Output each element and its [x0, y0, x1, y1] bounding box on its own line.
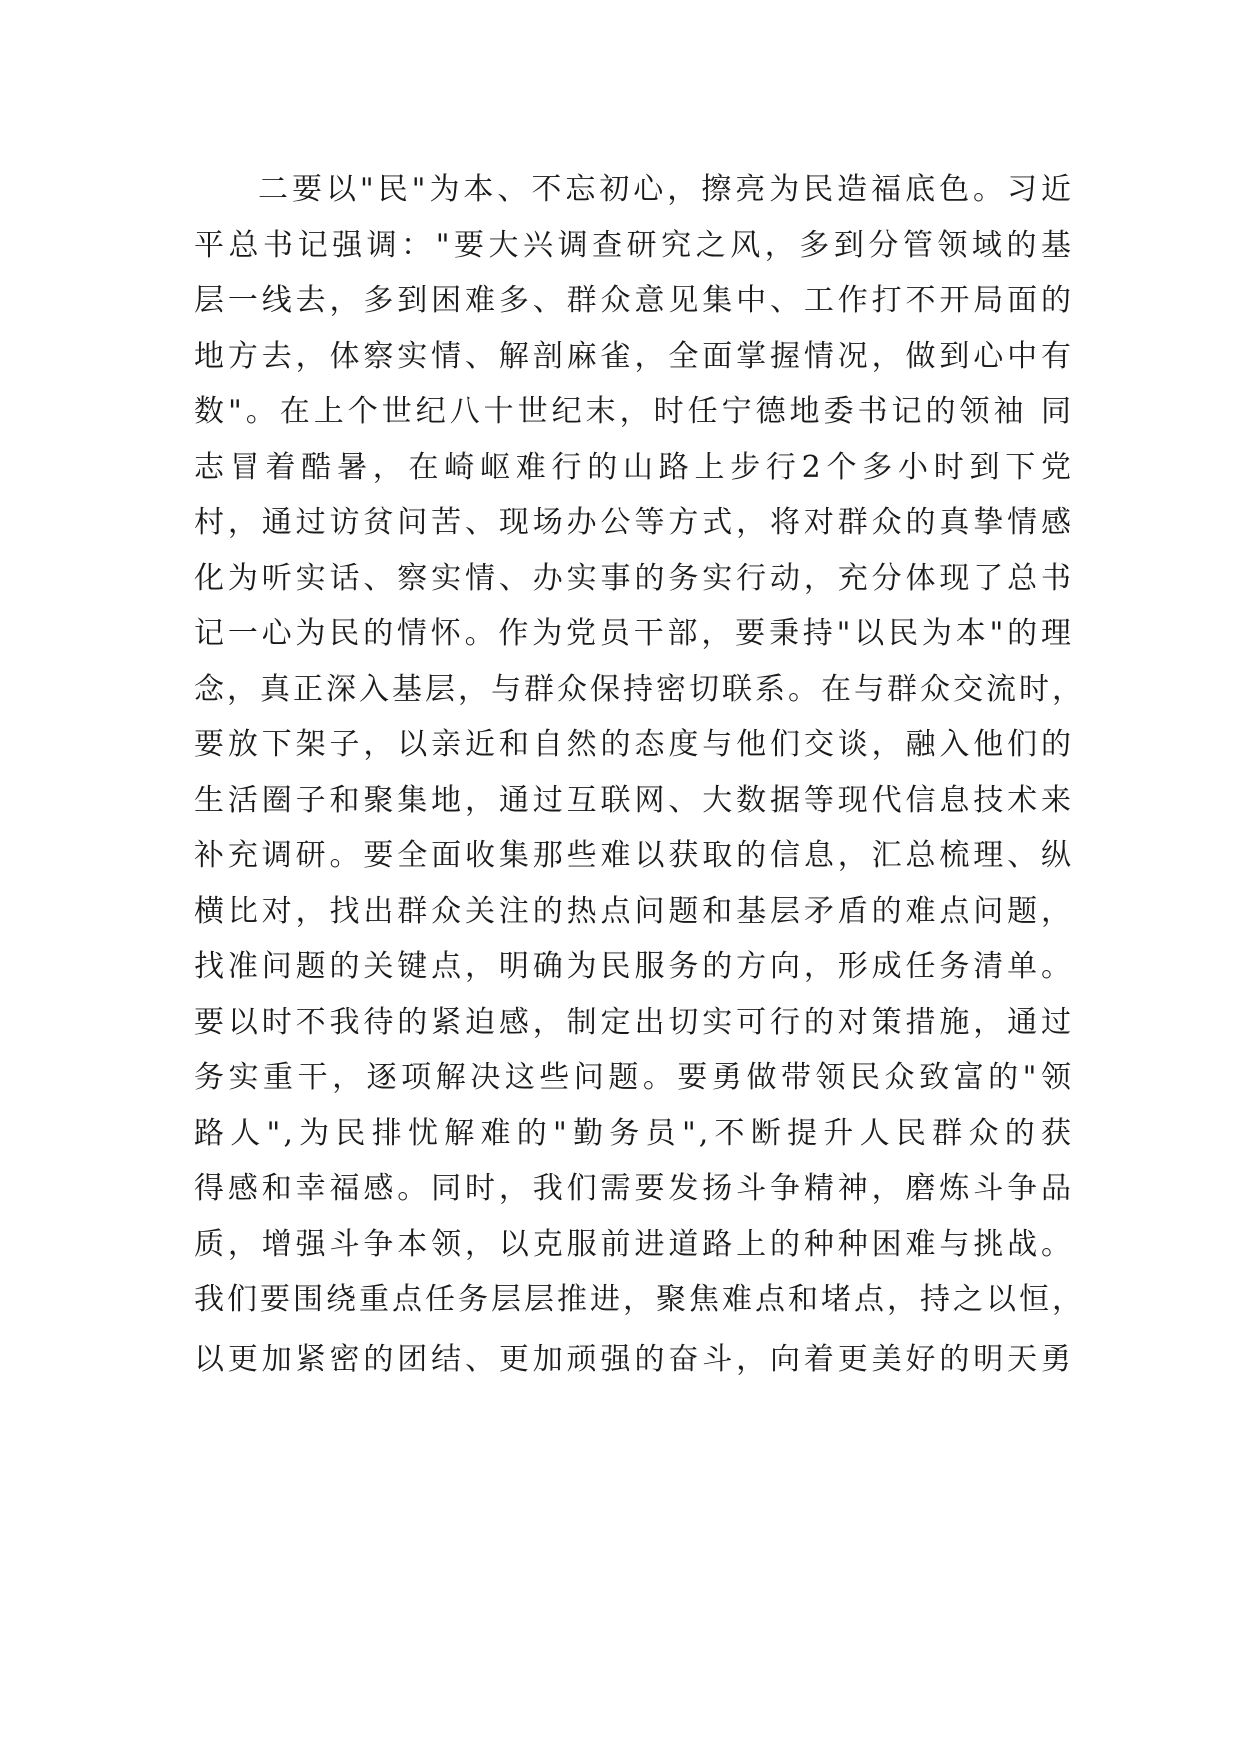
- paragraph-line: 补充调研。要全面收集那些难以获取的信息，汇总梳理、纵: [194, 838, 1074, 873]
- paragraph-line: 务实重干，逐项解决这些问题。要勇做带领民众致富的"领: [194, 1060, 1074, 1095]
- paragraph-line: 要以时不我待的紧迫感，制定出切实可行的对策措施，通过: [194, 1004, 1074, 1040]
- paragraph-line: 层一线去，多到困难多、群众意见集中、工作打不开局面的: [194, 283, 1074, 318]
- paragraph-line: 村，通过访贫问苦、现场办公等方式，将对群众的真挚情感: [194, 505, 1074, 540]
- paragraph-line: 二要以"民"为本、不忘初心，擦亮为民造福底色。习近: [258, 172, 1074, 207]
- body-paragraph: [194, 162, 1085, 1387]
- paragraph-line: 数"。在上个世纪八十世纪末，时任宁德地委书记的领袖 同: [194, 394, 1074, 429]
- paragraph-line: 得感和幸福感。同时，我们需要发扬斗争精神，磨炼斗争品: [194, 1171, 1074, 1206]
- paragraph-line: 志冒着酷暑，在崎岖难行的山路上步行2个多小时到下党: [194, 449, 1074, 485]
- paragraph-line: 念，真正深入基层，与群众保持密切联系。在与群众交流时，: [194, 671, 1085, 707]
- paragraph-line: 生活圈子和聚集地，通过互联网、大数据等现代信息技术来: [194, 782, 1074, 818]
- paragraph-line: 横比对，找出群众关注的热点问题和基层矛盾的难点问题，: [194, 893, 1074, 929]
- paragraph-line: 质，增强斗争本领，以克服前进道路上的种种困难与挑战。: [194, 1226, 1074, 1262]
- paragraph-line: 平总书记强调："要大兴调查研究之风，多到分管领域的基: [194, 227, 1074, 263]
- paragraph-line: 路人",为民排忧解难的"勤务员",不断提升人民群众的获: [194, 1115, 1074, 1151]
- paragraph-line: 记一心为民的情怀。作为党员干部，要秉持"以民为本"的理: [194, 616, 1074, 651]
- paragraph-line: 要放下架子，以亲近和自然的态度与他们交谈，融入他们的: [194, 727, 1074, 762]
- paragraph-line: 以更加紧密的团结、更加顽强的奋斗，向着更美好的明天勇: [194, 1341, 1074, 1377]
- paragraph-line: 我们要围绕重点任务层层推进，聚焦难点和堵点，持之以恒，: [194, 1282, 1085, 1317]
- paragraph-line: 地方去，体察实情、解剖麻雀，全面掌握情况，做到心中有: [194, 338, 1074, 374]
- paragraph-line: 找准问题的关键点，明确为民服务的方向，形成任务清单。: [194, 949, 1074, 984]
- paragraph-line: 化为听实话、察实情、办实事的务实行动，充分体现了总书: [194, 560, 1074, 596]
